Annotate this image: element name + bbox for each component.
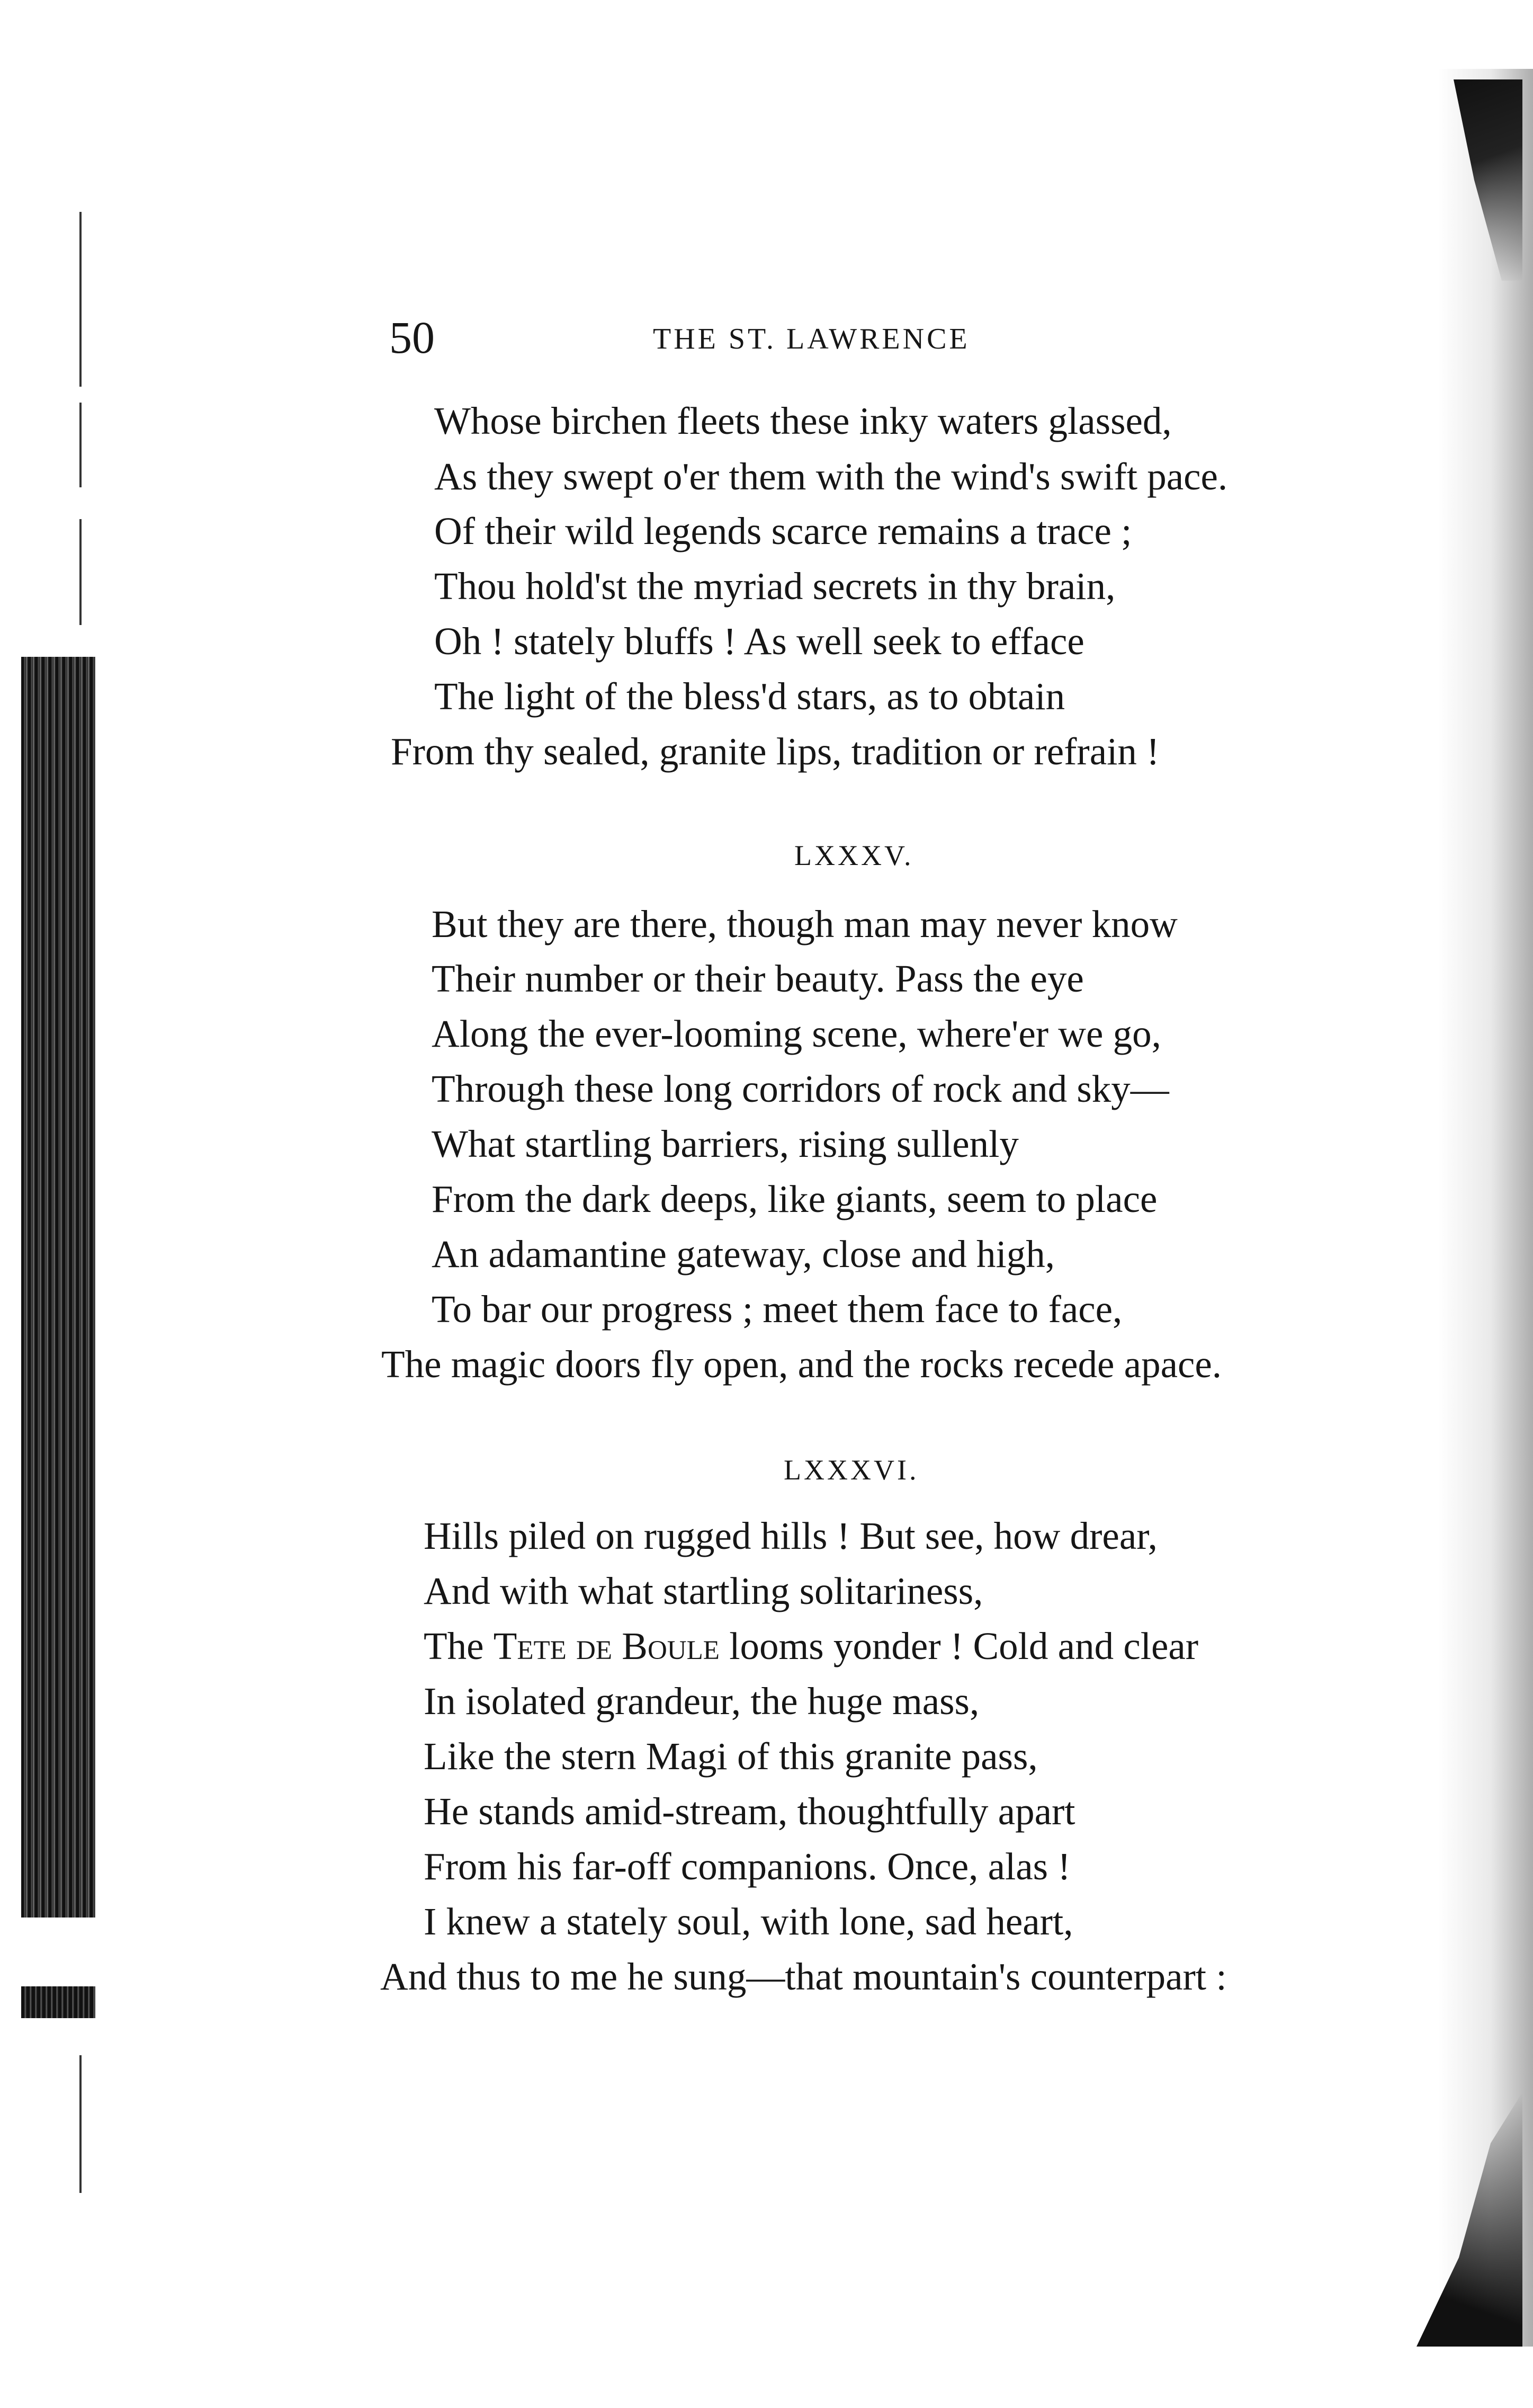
binding-line bbox=[79, 212, 82, 387]
verse-line: But they are there, though man may never know bbox=[432, 903, 1178, 946]
verse-line: Thou hold'st the myriad secrets in thy brain, bbox=[434, 565, 1116, 608]
page-edge-shadow bbox=[1438, 69, 1533, 2347]
verse-line: From his far-off companions. Once, alas ! bbox=[424, 1845, 1071, 1888]
page-header bbox=[389, 308, 1078, 367]
verse-line: Oh ! stately bluffs ! As well seek to efface bbox=[434, 620, 1084, 663]
verse-line: The light of the bless'd stars, as to obtain bbox=[434, 675, 1065, 718]
verse-line: Through these long corridors of rock and sky— bbox=[432, 1067, 1169, 1110]
verse-line: Like the stern Magi of this granite pass, bbox=[424, 1735, 1038, 1778]
verse-line: Whose birchen fleets these inky waters glassed, bbox=[434, 399, 1172, 442]
verse-text: The bbox=[424, 1625, 494, 1667]
verse-line: From the dark deeps, like giants, seem to place bbox=[432, 1178, 1158, 1220]
verse-line: The magic doors fly open, and the rocks recede apace. bbox=[381, 1343, 1222, 1386]
verse-text: looms yonder ! Cold and clear bbox=[719, 1625, 1199, 1667]
verse-line: From thy sealed, granite lips, tradition or refrain ! bbox=[391, 730, 1160, 773]
verse-line: To bar our progress ; meet them face to face, bbox=[432, 1288, 1123, 1331]
verse-line: In isolated grandeur, the huge mass, bbox=[424, 1680, 980, 1723]
stanza-numeral: LXXXV. bbox=[794, 840, 914, 871]
verse-line: I knew a stately soul, with lone, sad heart, bbox=[424, 1900, 1073, 1943]
binding-line bbox=[79, 403, 82, 487]
verse-line: As they swept o'er them with the wind's swift pace. bbox=[434, 455, 1228, 498]
verse-line: Hills piled on rugged hills ! But see, how drear, bbox=[424, 1514, 1158, 1557]
verse-line: Of their wild legends scarce remains a trace ; bbox=[434, 510, 1132, 552]
stanza-numeral: LXXXVI. bbox=[784, 1454, 919, 1486]
page-number: 50 bbox=[389, 312, 435, 363]
binding-shadow-fragment bbox=[21, 1986, 95, 2018]
binding-line bbox=[79, 519, 82, 625]
binding-line bbox=[79, 2055, 82, 2193]
verse-line: And with what startling solitariness, bbox=[424, 1569, 983, 1612]
verse-line bbox=[424, 1622, 1198, 1670]
verse-line: Their number or their beauty. Pass the eye bbox=[432, 957, 1084, 1000]
verse-line: He stands amid-stream, thoughtfully apart bbox=[424, 1790, 1075, 1833]
binding-shadow bbox=[21, 657, 95, 1918]
place-name-tete-de-boule: Tete de Boule bbox=[493, 1625, 720, 1667]
verse-line: What startling barriers, rising sullenly bbox=[432, 1122, 1019, 1165]
verse-line: Along the ever-looming scene, where'er we go, bbox=[432, 1012, 1161, 1055]
verse-line: An adamantine gateway, close and high, bbox=[432, 1233, 1055, 1276]
verse-line: And thus to me he sung—that mountain's counterpart : bbox=[380, 1955, 1227, 1998]
running-head: THE ST. LAWRENCE bbox=[653, 323, 970, 355]
